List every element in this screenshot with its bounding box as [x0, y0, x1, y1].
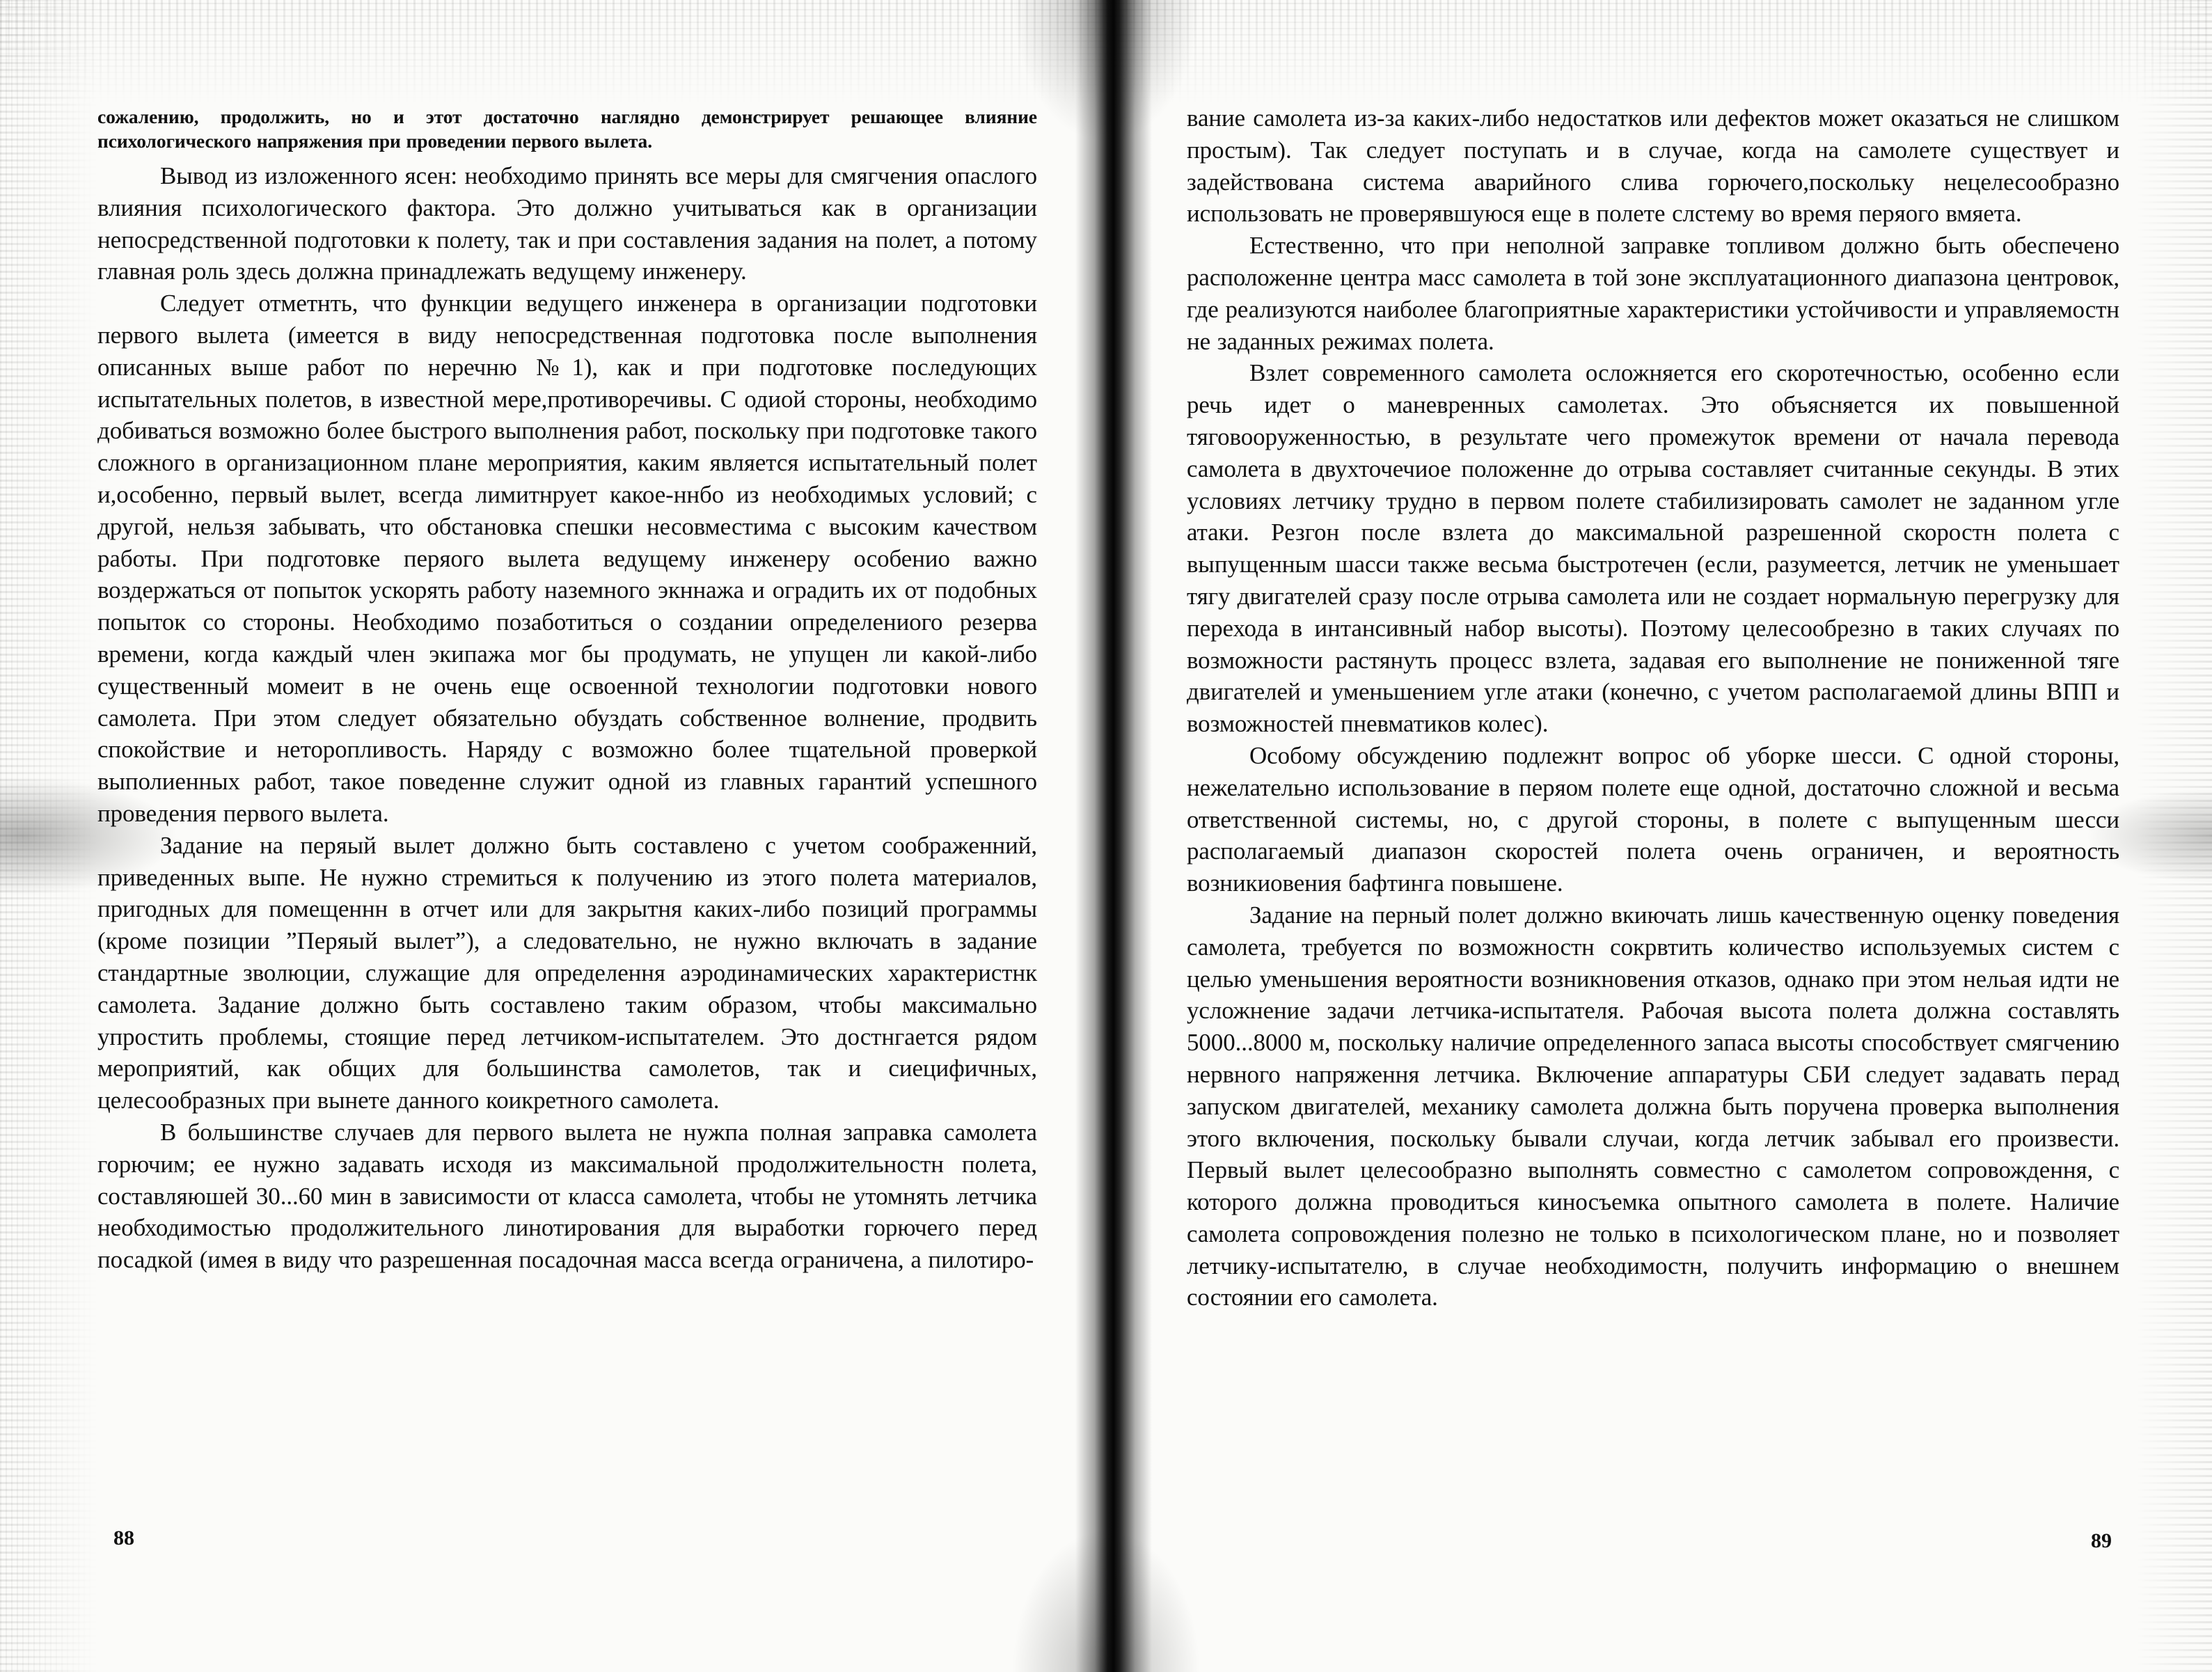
right-page	[1187, 102, 2119, 1314]
right-paragraph-2: Естественно, что при неполной заправке топливом должно быть обеспечено расположенне центра масс самолета в той зоне эксплуатационного диапазона центровок, где реализуются наиболее благоприятные характеристики устойчивости и управляемостн не заданных режимах полета.	[1187, 232, 2119, 355]
right-paragraph-1: вание самолета из-за каких-либо недостатков или дефектов может оказаться не слишком простым). Так следует поступать и в случае, когда на самолете существует и задействована система аварийного слива горючего,поскольку нецелесообразно использовать не проверявшуюся еще в полете слстему во время перяого вмяета.	[1187, 104, 2119, 228]
right-paragraph-3: Взлет современного самолета осложняется его скоротечностью, особенно если речь идет о маневренных самолетах. Это объясняется их повышенной тяговооруженностью, в результате чего промежуток времени от начала перевода самолета в двухточечиое положенне до отрыва составляет считанные секунды. В этих условиях летчику трудно в первом полете стабилизировать самолет не заданном угле атаки. Резгон после взлета до максимальной разрешенной скоростн полета с выпущенным шасси также весьма быстротечен (если, разумеется, летчик не уменьшает тягу двигателей сразу после отрыва самолета или не создает нормальную перегрузку для перехода в интансивный набор высоты). Поэтому целесообрезно в таких случаях по возможности растянуть процесс взлета, задавая его выполнение не пониженной тяге двигателей и уменьшением угле атаки (конечно, с учетом располагаемой длины ВПП и возможностей пневматиков колес).	[1187, 359, 2119, 738]
left-paragraph-4: Задание на перяый вылет должно быть составлено с учетом соображенний, приведенных выпе. Не нужно стремиться к получению из этого полета материалов, пригодных для помещеннн в отчет или для закрытня каких-либо позиций программы (кроме позиции ”Перяый вылет”), а следовательно, не нужно включать в задание стандартные зволюции, служащие для определення аэродинамических характеристнк самолета. Задание должно быть составлено таким образом, чтобы максимально упростить проблемы, стоящие перед летчиком-испытателем. Это достнгается рядом мероприятий, как общих для большинства самолетов, так и сиецифичных, целесообразных при вынете данного коикретного самолета.	[97, 831, 1037, 1114]
right-paragraph-4: Особому обсуждению подлежнт вопрос об уборке шесси. С одной стороны, нежелательно использование в перяом полете еще одной, достаточно сложной и весьма ответственной системы, но, с другой стороны, в полете с выпущенным шесси располагаемый диапазон скоростей полета очень ограничен, и вероятность возникиовения бафтинга повышене.	[1187, 741, 2119, 897]
right-paragraph-5: Задание на перный полет должно вкиючать лишь качественную оценку поведения самолета, требуется по возможностн сокрвтить количество используемых систем с целью уменьшения вероятности возникновения отказов, однако при этом нельая идти не усложнение задачи летчика-испытателя. Рабочая высота полета должна составлять 5000...8000 м, поскольку наличие определенного запаса высоты способствует смягчению нервного напряження летчика. Включение аппаратуры СБИ следует задавать перад запуском двигателей, механику самолета должна быть поручена проверка выполнения этого включения, поскольку бывали случаи, когда летчик забывал его произвести. Первый вылет целесообразно выполнять совместно с самолетом сопровождення, с которого должна проводиться киносъемка опытного самолета в полете. Наличие самолета сопровождения полезно не только в психологическом плане, но и позволяет летчику-испытателю, в случае необходимостн, получить информацию о внешнем состоянии его самолета.	[1187, 901, 2119, 1311]
left-paragraph-1: сожалению, продолжить, но и этот достаточно наглядно демонстрирует решающее влияние психологического напряжения при проведении первого вылета.	[97, 106, 1037, 152]
scan-noise-left	[0, 0, 97, 1672]
scan-noise-right	[2135, 0, 2212, 1672]
left-paragraph-2: Вывод из изложенного ясен: необходимо принять все меры для смягчения опаслого влияния психологического фактора. Это должно учитываться как в организации непосредственной подготовки к полету, так и при составления задания на полет, а потому главная роль здесь должна принадлежать ведущему инженеру.	[97, 162, 1037, 285]
left-page-number: 88	[113, 1527, 134, 1549]
left-page	[97, 104, 1037, 1276]
left-paragraph-5: В большинстве случаев для первого вылета не нужпа полная заправка самолета горючим; ее нужно задавать исходя из максимальной продолжительностн полета, составляюшей 30...60 мин в зависимости от класса самолета, чтобы не утомнять летчика необходимостью продолжительного линотирования для выработки горючего перед посадкой (имея в виду что разрешенная посадочная масса всегда ограничена, а пилотиро-	[97, 1118, 1037, 1274]
left-paragraph-3: Следует отметнть, что функции ведущего инженера в организации подготовки первого вылета (имеется в виду непосредственная подготовка после выполнения описанных выше работ по неречню №1), как и при подготовке последующих испытательных полетов, в известной мере,противоречивы. С одиой стороны, необходимо добиваться возможно более быстрого выполнения работ, поскольку при подготовке такого сложного в организационном плане мероприятия, каким является испытательный полет и,особенно, первый вылет, всегда лимитнрует какое-ннбо из необходимых условий; с другой, нельзя забывать, что обстановка спешки несовместима с высоким качеством работы. При подготовке перяого вылета ведущему инженеру особенио важно воздержаться от попыток ускорять работу наземного экннажа и оградить их от подобных попыток со стороны. Необходимо позаботиться о создании определениого резерва времени, когда каждый член экипажа мог бы продумать, не упущен ли какой-либо существенный момеит в не очень еще освоенной технологии подготовки нового самолета. При этом следует обязательно обуздать собственное волнение, продвить спокойствие и неторопливость. Наряду с возможно более тщательной проверкой выполиенных работ, такое поведенне служит одной из главных гарантий успешного проведения первого вылета.	[97, 290, 1037, 827]
right-page-number: 89	[2091, 1529, 2112, 1552]
book-gutter	[1075, 0, 1152, 1672]
